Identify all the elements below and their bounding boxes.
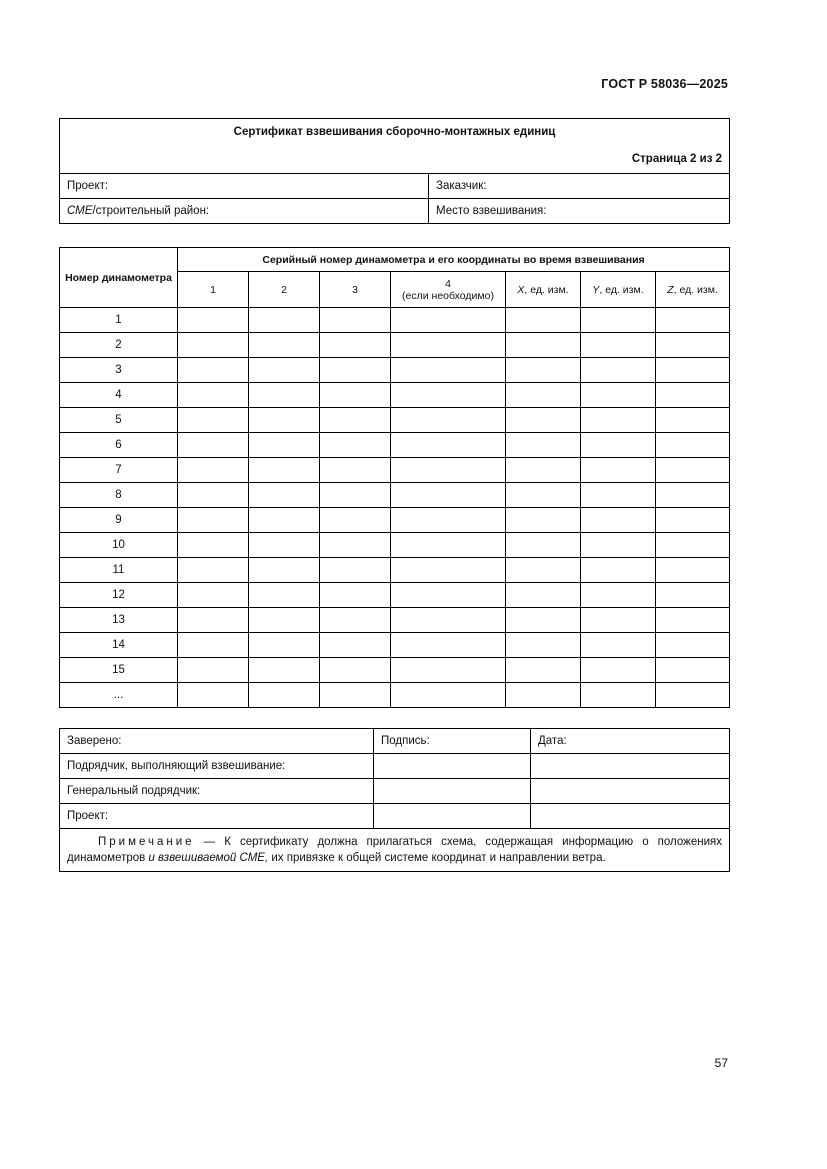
table-row — [60, 433, 730, 458]
empty-cell — [506, 333, 581, 358]
empty-cell — [320, 683, 391, 708]
empty-cell — [581, 533, 656, 558]
dyn-number-cell: 4 — [60, 383, 178, 408]
col-x-unit: , ед. изм. — [524, 283, 569, 296]
empty-cell — [391, 458, 506, 483]
note-text-2: их привязке к общей системе координат и направлении ветра. — [268, 852, 606, 864]
empty-cell — [656, 408, 730, 433]
note-italic: и взвешиваемой СМЕ, — [148, 852, 269, 864]
empty-cell — [506, 658, 581, 683]
empty-cell — [391, 433, 506, 458]
project-label: Проект: — [67, 180, 109, 192]
col-4-header — [391, 272, 506, 308]
col-4-number: 4 — [445, 277, 451, 290]
empty-cell — [656, 658, 730, 683]
empty-cell — [391, 508, 506, 533]
empty-cell — [506, 608, 581, 633]
contractor-signature — [374, 754, 531, 779]
general-contractor-label: Генеральный подрядчик: — [67, 785, 201, 797]
dyn-number-header: Номер динамометра — [60, 248, 178, 308]
table-row — [60, 358, 730, 383]
empty-cell — [506, 633, 581, 658]
page-number: 57 — [714, 1056, 728, 1070]
empty-cell — [581, 383, 656, 408]
empty-cell — [581, 658, 656, 683]
certificate-header-table — [59, 118, 730, 224]
project-signature — [374, 804, 531, 829]
empty-cell — [178, 308, 249, 333]
empty-cell — [249, 333, 320, 358]
date-cell — [531, 729, 730, 754]
empty-cell — [178, 433, 249, 458]
dyn-number-cell: 5 — [60, 408, 178, 433]
customer-label: Заказчик: — [436, 180, 487, 192]
empty-cell — [320, 608, 391, 633]
empty-cell — [178, 558, 249, 583]
dyn-number-cell: 10 — [60, 533, 178, 558]
empty-cell — [249, 383, 320, 408]
empty-cell — [178, 383, 249, 408]
empty-cell — [320, 583, 391, 608]
empty-cell — [656, 508, 730, 533]
contractor-cell — [60, 754, 374, 779]
empty-cell — [249, 308, 320, 333]
table-row — [60, 483, 730, 508]
empty-cell — [391, 383, 506, 408]
empty-cell — [656, 308, 730, 333]
empty-cell — [656, 558, 730, 583]
empty-cell — [249, 483, 320, 508]
empty-cell — [656, 683, 730, 708]
empty-cell — [581, 358, 656, 383]
empty-cell — [249, 458, 320, 483]
empty-cell — [178, 358, 249, 383]
certificate-title: Сертификат взвешивания сборочно-монтажных единиц — [233, 126, 556, 138]
empty-cell — [506, 508, 581, 533]
empty-cell — [581, 583, 656, 608]
empty-cell — [249, 358, 320, 383]
empty-cell — [506, 583, 581, 608]
table-row — [60, 308, 730, 333]
empty-cell — [178, 458, 249, 483]
general-contractor-cell — [60, 779, 374, 804]
empty-cell — [320, 383, 391, 408]
empty-cell — [656, 608, 730, 633]
empty-cell — [320, 658, 391, 683]
empty-cell — [249, 583, 320, 608]
dyn-number-cell: 6 — [60, 433, 178, 458]
empty-cell — [506, 383, 581, 408]
date-label: Дата: — [538, 735, 567, 747]
empty-cell — [391, 683, 506, 708]
empty-cell — [506, 358, 581, 383]
empty-cell — [320, 558, 391, 583]
note-text-1: — К сертификату должна прилагаться схема, содержащая информацию о положениях динамометров — [67, 836, 722, 864]
empty-cell — [656, 433, 730, 458]
note-cell — [60, 829, 730, 872]
empty-cell — [506, 458, 581, 483]
table-row — [60, 408, 730, 433]
empty-cell — [320, 308, 391, 333]
table-row — [60, 558, 730, 583]
empty-cell — [506, 433, 581, 458]
project-signoff-label: Проект: — [67, 810, 109, 822]
col-2-header: 2 — [249, 272, 320, 308]
page-indicator: Страница 2 из 2 — [631, 153, 723, 165]
empty-cell — [581, 483, 656, 508]
empty-cell — [656, 458, 730, 483]
col-y-letter: Y — [592, 283, 600, 296]
empty-cell — [581, 308, 656, 333]
empty-cell — [656, 383, 730, 408]
dyn-number-cell: 15 — [60, 658, 178, 683]
empty-cell — [391, 633, 506, 658]
empty-cell — [581, 508, 656, 533]
empty-cell — [506, 683, 581, 708]
col-4-note: (если необходимо) — [402, 289, 494, 302]
certified-cell — [60, 729, 374, 754]
dyn-number-cell: 12 — [60, 583, 178, 608]
empty-cell — [656, 358, 730, 383]
col-3-header: 3 — [320, 272, 391, 308]
empty-cell — [320, 333, 391, 358]
dyn-number-cell: 14 — [60, 633, 178, 658]
empty-cell — [391, 608, 506, 633]
table-row — [60, 608, 730, 633]
project-date — [531, 804, 730, 829]
empty-cell — [249, 683, 320, 708]
table-row — [60, 658, 730, 683]
general-contractor-signature — [374, 779, 531, 804]
empty-cell — [581, 458, 656, 483]
certificate-title-cell — [60, 119, 730, 174]
empty-cell — [320, 358, 391, 383]
standard-code: ГОСТ Р 58036—2025 — [601, 77, 728, 91]
general-contractor-date — [531, 779, 730, 804]
empty-cell — [249, 658, 320, 683]
empty-cell — [656, 583, 730, 608]
col-z-letter: Z — [667, 283, 674, 296]
empty-cell — [178, 583, 249, 608]
empty-cell — [178, 633, 249, 658]
empty-cell — [656, 483, 730, 508]
dyn-number-cell: 1 — [60, 308, 178, 333]
empty-cell — [581, 333, 656, 358]
district-label: /строительный район: — [92, 205, 210, 217]
empty-cell — [656, 533, 730, 558]
col-z-header — [656, 272, 730, 308]
dyn-number-cell: 3 — [60, 358, 178, 383]
table-row — [60, 683, 730, 708]
empty-cell — [178, 508, 249, 533]
dyn-number-cell: 8 — [60, 483, 178, 508]
dyn-number-cell: 11 — [60, 558, 178, 583]
empty-cell — [656, 333, 730, 358]
dynamometer-table — [59, 247, 730, 708]
empty-cell — [249, 508, 320, 533]
empty-cell — [320, 508, 391, 533]
dyn-number-cell: 9 — [60, 508, 178, 533]
empty-cell — [391, 533, 506, 558]
empty-cell — [391, 558, 506, 583]
dyn-number-cell: ... — [60, 683, 178, 708]
table-row — [60, 458, 730, 483]
dyn-number-cell: 13 — [60, 608, 178, 633]
dynamometer-rows — [60, 308, 730, 708]
empty-cell — [506, 308, 581, 333]
col-y-unit: , ед. изм. — [599, 283, 644, 296]
empty-cell — [249, 433, 320, 458]
empty-cell — [178, 533, 249, 558]
table-row — [60, 333, 730, 358]
empty-cell — [249, 408, 320, 433]
customer-field — [429, 174, 730, 199]
signature-cell — [374, 729, 531, 754]
col-x-letter: X — [517, 283, 525, 296]
empty-cell — [506, 483, 581, 508]
dyn-number-cell: 7 — [60, 458, 178, 483]
project-field — [60, 174, 429, 199]
contractor-label: Подрядчик, выполняющий взвешивание: — [67, 760, 286, 772]
empty-cell — [391, 583, 506, 608]
empty-cell — [178, 658, 249, 683]
empty-cell — [320, 408, 391, 433]
table-row — [60, 633, 730, 658]
empty-cell — [249, 608, 320, 633]
signature-label: Подпись: — [381, 735, 430, 747]
empty-cell — [391, 483, 506, 508]
empty-cell — [391, 408, 506, 433]
table-row — [60, 508, 730, 533]
empty-cell — [178, 333, 249, 358]
weighing-place-label: Место взвешивания: — [436, 205, 547, 217]
dyn-number-cell: 2 — [60, 333, 178, 358]
empty-cell — [320, 533, 391, 558]
certified-label: Заверено: — [67, 735, 122, 747]
empty-cell — [581, 633, 656, 658]
empty-cell — [391, 308, 506, 333]
empty-cell — [391, 358, 506, 383]
col-z-unit: , ед. изм. — [673, 283, 718, 296]
empty-cell — [391, 658, 506, 683]
empty-cell — [581, 608, 656, 633]
empty-cell — [178, 483, 249, 508]
empty-cell — [178, 608, 249, 633]
empty-cell — [506, 558, 581, 583]
col-1-header: 1 — [178, 272, 249, 308]
col-y-header — [581, 272, 656, 308]
empty-cell — [581, 433, 656, 458]
empty-cell — [249, 633, 320, 658]
signoff-table — [59, 728, 730, 872]
empty-cell — [320, 483, 391, 508]
district-field — [60, 199, 429, 224]
weighing-place-field — [429, 199, 730, 224]
empty-cell — [506, 533, 581, 558]
project-signoff-cell — [60, 804, 374, 829]
empty-cell — [581, 408, 656, 433]
empty-cell — [391, 333, 506, 358]
empty-cell — [581, 558, 656, 583]
table-row — [60, 533, 730, 558]
empty-cell — [506, 408, 581, 433]
empty-cell — [581, 683, 656, 708]
cme-abbrev: СМЕ — [67, 205, 93, 217]
col-x-header — [506, 272, 581, 308]
empty-cell — [320, 633, 391, 658]
table-row — [60, 383, 730, 408]
empty-cell — [249, 558, 320, 583]
empty-cell — [320, 458, 391, 483]
empty-cell — [178, 683, 249, 708]
empty-cell — [249, 533, 320, 558]
note-word: Примечание — [98, 836, 195, 848]
empty-cell — [656, 633, 730, 658]
table-row — [60, 583, 730, 608]
empty-cell — [178, 408, 249, 433]
serial-coords-header: Серийный номер динамометра и его координаты во время взвешивания — [178, 248, 730, 272]
empty-cell — [320, 433, 391, 458]
contractor-date — [531, 754, 730, 779]
